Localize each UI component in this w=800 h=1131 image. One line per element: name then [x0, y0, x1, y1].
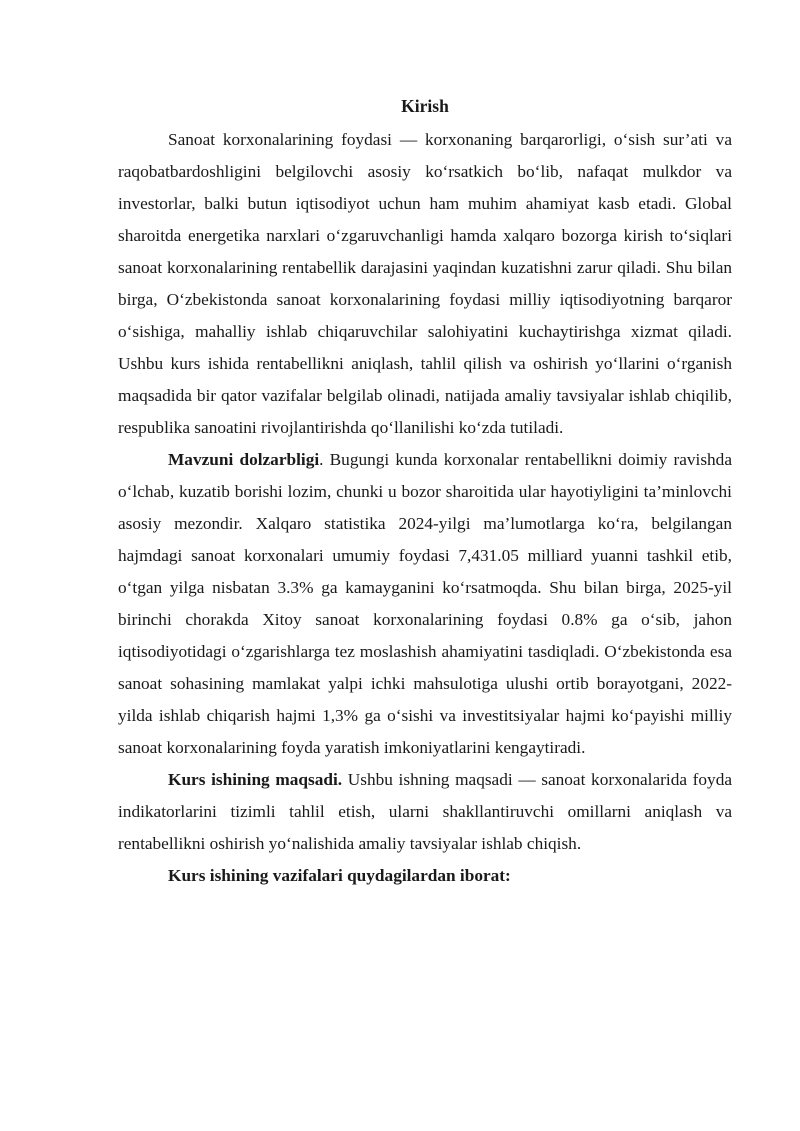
paragraph-tasks	[118, 860, 732, 892]
paragraph-text: Sanoat korxonalarining foydasi — korxonaning barqarorligi, o‘sish sur’ati va raqobatbardoshligini belgilovchi asosiy ko‘rsatkich bo‘lib, nafaqat mulkdor va investorlar, balki butun iqtisodiyot uchun ham muhim ahamiyat kasb etadi. Global sharoitda energetika narxlari o‘zgaruvchanligi hamda xalqaro bozorga kirish to‘siqlari sanoat korxonalarining rentabellik darajasini yaqindan kuzatishni zarur qiladi. Shu bilan birga, O‘zbekistonda sanoat korxonalarining foydasi milliy iqtisodiyotning barqaror o‘sishiga, mahalliy ishlab chiqaruvchilar salohiyatini kuchaytirishga xizmat qiladi. Ushbu kurs ishida rentabellikni aniqlash, tahlil qilish va oshirish yo‘llarini o‘rganish maqsadida bir qator vazifalar belgilab olinadi, natijada amaliy tavsiyalar ishlab chiqilib, respublika sanoatini rivojlantirishda qo‘llanilishi ko‘zda tutiladi.	[118, 130, 732, 437]
paragraph-goal	[118, 764, 732, 860]
paragraph-intro	[118, 124, 732, 444]
paragraph-lead: Kurs ishining maqsadi.	[168, 770, 343, 789]
section-title: Kirish	[401, 96, 449, 116]
paragraph-text: Ushbu ishning maqsadi — sanoat korxonalarida foyda indikatorlarini tizimli tahlil etish, ularni shakllantiruvchi omillarni aniqlash va rentabellikni oshirish yo‘nalishida amaliy tavsiyalar ishlab chiqish.	[118, 770, 733, 853]
paragraph-text: . Bugungi kunda korxonalar rentabellikni doimiy ravishda o‘lchab, kuzatib borishi lozim, chunki u bozor sharoitida ular hayotiyligini ta’minlovchi asosiy mezondir. Xalqaro statistika 2024-yilgi ma’lumotlarga ko‘ra, belgilangan hajmdagi sanoat korxonalari umumiy foydasi 7,431.05 milliard yuanni tashkil etib, o‘tgan yilga nisbatan 3.3% ga kamayganini ko‘rsatmoqda. Shu bilan birga, 2025-yil birinchi chorakda Xitoy sanoat korxonalarining foydasi 0.8% ga o‘sib, jahon iqtisodiyotidagi o‘zgarishlarga tez moslashish ahamiyatini tasdiqladi. O‘zbekistonda esa sanoat sohasining mamlakat yalpi ichki mahsulotiga ulushi ortib borayotgani, 2022-yilda ishlab chiqarish hajmi 1,3% ga o‘sishi va investitsiyalar hajmi ko‘payishi milliy sanoat korxonalarining foyda yaratish imkoniyatlarini kengaytiradi.	[118, 450, 732, 757]
paragraph-lead: Mavzuni dolzarbligi	[168, 450, 320, 469]
document-page	[118, 92, 732, 892]
paragraph-relevance	[118, 444, 732, 764]
paragraph-lead: Kurs ishining vazifalari quydagilardan iborat:	[168, 866, 511, 885]
